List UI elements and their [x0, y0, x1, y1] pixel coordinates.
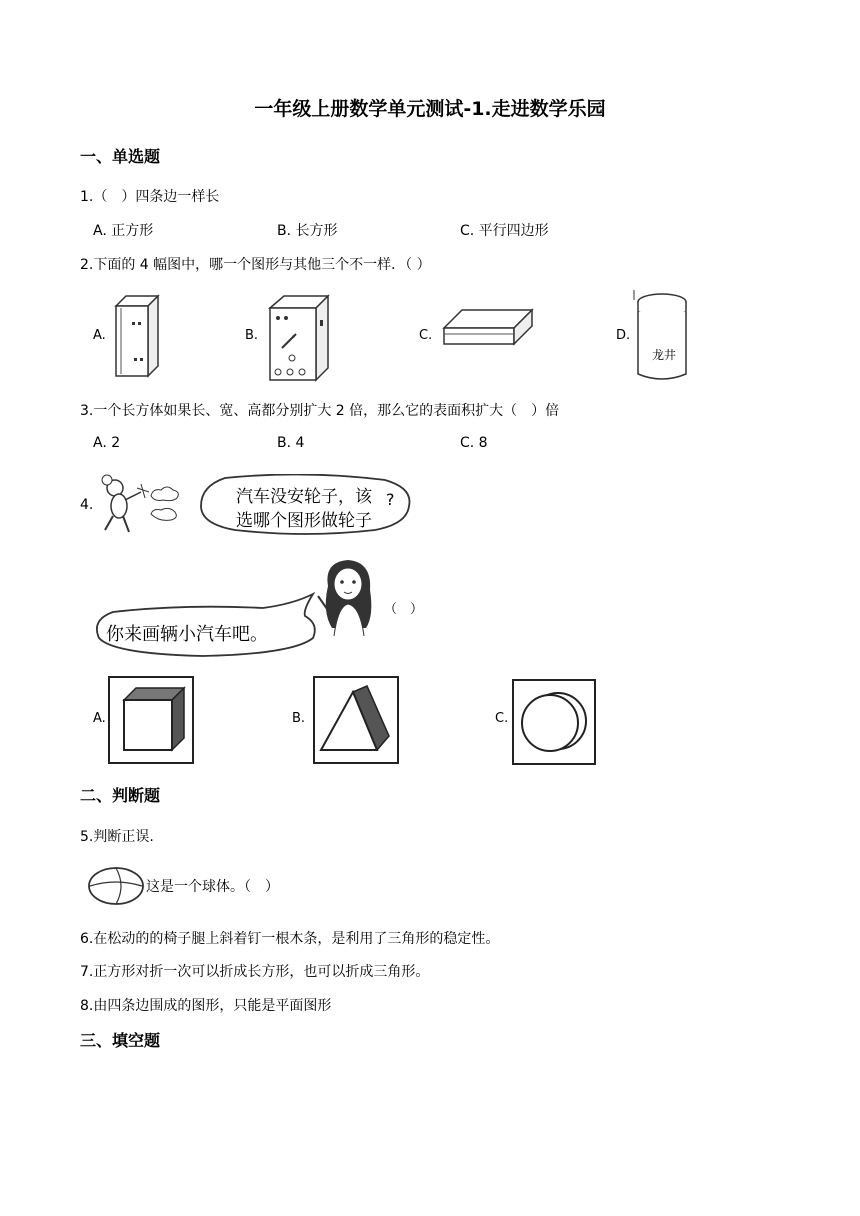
cylinder-circle-shape-image [512, 679, 596, 765]
cube-shape-image [108, 676, 194, 764]
question-3-option-a[interactable]: A. 2 [93, 435, 121, 451]
question-2-label-c[interactable]: C. [419, 328, 433, 343]
girl-cartoon-image [314, 556, 382, 638]
question-3-stem: 3.一个长方体如果长、宽、高都分别扩大 2 倍，那么它的表面积扩大（ ）倍 [80, 403, 560, 419]
ball-outline-image [86, 864, 146, 908]
question-4-label-c[interactable]: C. [495, 711, 509, 726]
question-8-stem: 8.由四条边围成的图形，只能是平面图形 [80, 998, 332, 1014]
question-1-option-b[interactable]: B. 长方形 [277, 223, 338, 239]
question-mark-icon: ? [386, 490, 395, 509]
question-3-option-c[interactable]: C. 8 [460, 435, 488, 451]
page-title: 一年级上册数学单元测试-1.走进数学乐园 [254, 98, 606, 120]
question-4-label-b[interactable]: B. [292, 711, 306, 726]
section-heading-fill-in: 三、填空题 [80, 1031, 161, 1050]
question-5-stem: 5.判断正误. [80, 829, 154, 845]
tea-jar-image [632, 290, 692, 384]
speech-bubble-2-text: 你来画辆小汽车吧。 [106, 624, 268, 645]
question-2-label-d[interactable]: D. [616, 328, 631, 343]
section-heading-true-false: 二、判断题 [80, 786, 161, 805]
question-4-answer-blank[interactable]: （ ） [384, 602, 424, 617]
speech-bubble-1-line-2: 选哪个图形做轮子 [236, 511, 372, 531]
speech-bubble-1-line-1: 汽车没安轮子，该 [236, 487, 372, 507]
book-box-image [112, 292, 162, 380]
juice-box-image [266, 292, 334, 382]
question-1-option-c[interactable]: C. 平行四边形 [460, 223, 549, 239]
mouse-cartoon-image [93, 470, 183, 536]
question-4-number: 4. [80, 497, 94, 513]
question-6-stem: 6.在松动的的椅子腿上斜着钉一根木条，是利用了三角形的稳定性。 [80, 931, 500, 947]
question-2-label-b[interactable]: B. [245, 328, 259, 343]
prism-shape-image [313, 676, 399, 764]
question-1-option-a[interactable]: A. 正方形 [93, 223, 154, 239]
flat-box-image [440, 306, 536, 350]
tea-jar-label: 龙井 [652, 348, 677, 362]
question-7-stem: 7.正方形对折一次可以折成长方形，也可以折成三角形。 [80, 964, 430, 980]
question-2-label-a[interactable]: A. [93, 328, 106, 343]
question-3-option-b[interactable]: B. 4 [277, 435, 305, 451]
question-1-stem: 1.（ ）四条边一样长 [80, 189, 220, 205]
section-heading-single-choice: 一、单选题 [80, 147, 161, 166]
question-5-statement: 这是一个球体。（ ） [146, 879, 279, 895]
question-4-label-a[interactable]: A. [93, 711, 106, 726]
question-2-stem: 2.下面的 4 幅图中，哪一个图形与其他三个不一样．（ ） [80, 257, 431, 273]
